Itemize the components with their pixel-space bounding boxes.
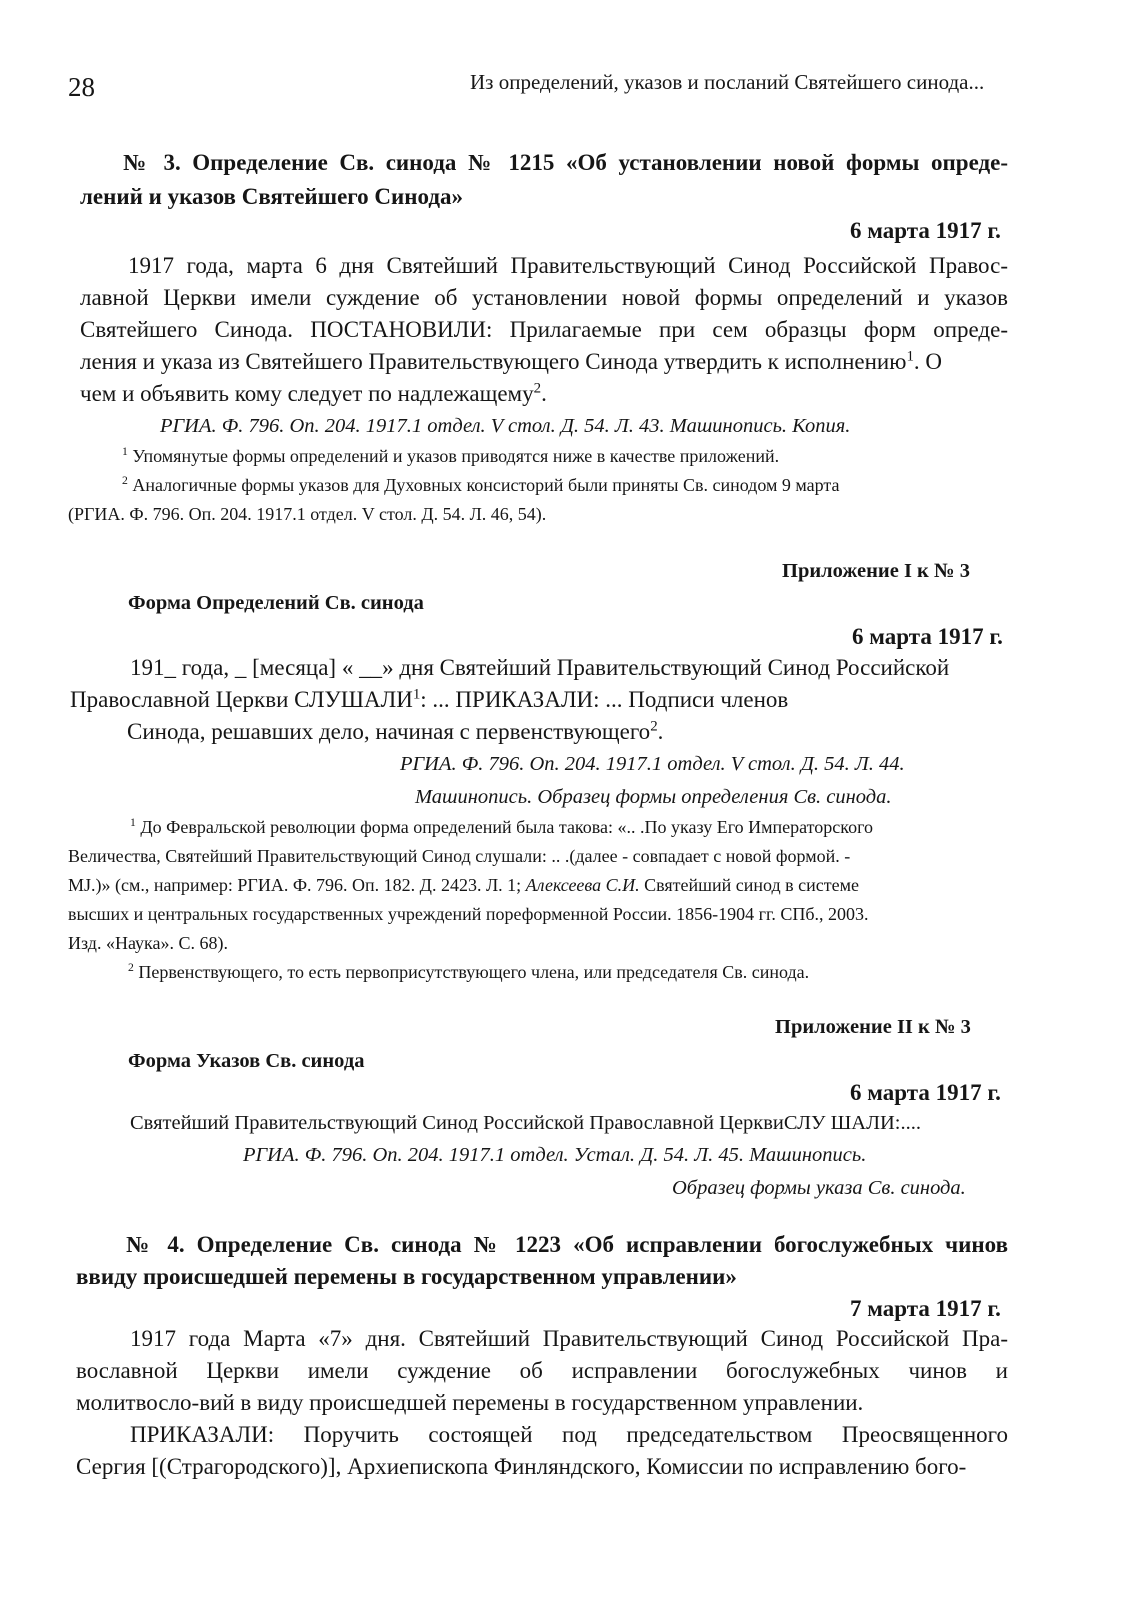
appendix1-footnote-1-cont: MJ.)» (см., например: РГИА. Ф. 796. Оп. 182. Д. 2423. Л. 1; Алексеева С.И. Святейший синод в системе [68, 875, 860, 895]
doc4-title-line2: ввиду происшедшей перемены в государственном управлении» [76, 1264, 737, 1289]
running-title: Из определений, указов и посланий Святейшего синода... [470, 70, 985, 94]
doc4-body-line: вославной Церкви имели суждение об исправлении богослужебных чинов и [76, 1358, 1008, 1383]
appendix2-source-line1: РГИА. Ф. 796. Оп. 204. 1917.1 отдел. Устал. Д. 54. Л. 45. Машинопись. [243, 1144, 867, 1166]
appendix1-date: 6 марта 1917 г. [852, 624, 1003, 649]
appendix1-label: Приложение I к № 3 [782, 560, 970, 582]
appendix2-source-line2: Образец формы указа Св. синода. [672, 1177, 966, 1199]
doc3-footnote-1: $^1$ Упомянутые формы определений и указов приводятся ниже в качестве приложений. [122, 445, 780, 466]
doc3-body-line: чем и объявить кому следует по надлежащему$^2$. [80, 380, 547, 406]
doc4-body-line: молитвосло-вий в виду происшедшей перемены в государственном управлении. [76, 1390, 864, 1415]
page-number: 28 [68, 72, 95, 102]
appendix1-footnote-1: $^1$ До Февральской революции форма определений была такова: «.. .По указу Его Императорского [130, 816, 874, 837]
doc3-body-line: лавной Церкви имели суждение об установлении новой формы определений и указов [80, 285, 1008, 310]
doc4-body-line: 1917 года Марта «7» дня. Святейший Правительствующий Синод Российской Пра- [130, 1326, 1008, 1351]
doc3-footnote-2: $^2$ Аналогичные формы указов для Духовных консисторий были приняты Св. синодом 9 марта [122, 474, 840, 495]
appendix1-source-line1: РГИА. Ф. 796. Оп. 204. 1917.1 отдел. V стол. Д. 54. Л. 44. [400, 753, 905, 775]
appendix1-footnote-1-cont: Изд. «Наука». С. 68). [68, 933, 228, 953]
appendix1-title: Форма Определений Св. синода [128, 592, 424, 614]
appendix1-body-line: 191_ года, _ [месяца] « __» дня Святейший Правительствующий Синод Российской [130, 655, 950, 680]
doc3-source: РГИА. Ф. 796. Оп. 204. 1917.1 отдел. V стол. Д. 54. Л. 43. Машинопись. Копия. [160, 415, 851, 437]
doc3-title-line1: № 3. Определение Св. синода № 1215 «Об установлении новой формы опреде- [123, 150, 1008, 175]
doc4-body-line: Сергия [(Страгородского)], Архиепископа Финляндского, Комиссии по исправлению бого- [76, 1454, 967, 1479]
footnote-marker: 1 [906, 348, 914, 365]
doc4-date: 7 марта 1917 г. [850, 1296, 1001, 1321]
appendix2-date: 6 марта 1917 г. [850, 1080, 1001, 1105]
appendix1-footnote-2: $^2$ Первенствующего, то есть первоприсутствующего члена, или председателя Св. синода. [128, 961, 810, 982]
doc3-body-line: Святейшего Синода. ПОСТАНОВИЛИ: Прилагаемые при сем образцы форм опреде- [80, 317, 1008, 342]
appendix1-footnote-1-cont: высших и центральных государственных учреждений пореформенной России. 1856-1904 гг. СПб., 2003. [68, 904, 869, 924]
doc3-body-line: 1917 года, марта 6 дня Святейший Правительствующий Синод Российской Правос- [128, 253, 1008, 278]
appendix1-source-line2: Машинопись. Образец формы определения Св. синода. [415, 786, 892, 808]
appendix2-label: Приложение II к № 3 [775, 1016, 971, 1038]
appendix2-title: Форма Указов Св. синода [128, 1050, 365, 1072]
doc3-body-line: ления и указа из Святейшего Правительствующего Синода утвердить к исполнению$^1$. О [80, 348, 943, 374]
doc3-footnote-2-cont: (РГИА. Ф. 796. Оп. 204. 1917.1 отдел. V стол. Д. 54. Л. 46, 54). [68, 504, 547, 524]
doc4-title-line1: № 4. Определение Св. синода № 1223 «Об исправлении богослужебных чинов [126, 1232, 1008, 1257]
doc3-title-line2: лений и указов Святейшего Синода» [80, 184, 463, 209]
footnote-marker: 2 [533, 380, 542, 397]
appendix1-body-line: Православной Церкви СЛУШАЛИ$^1$: ... ПРИКАЗАЛИ: ... Подписи членов [70, 686, 789, 712]
appendix1-body-line: Синода, решавших дело, начиная с первенствующего$^2$. [127, 718, 664, 744]
doc4-body-line: ПРИКАЗАЛИ: Поручить состоящей под председательством Преосвященного [130, 1422, 1008, 1447]
appendix1-footnote-1-cont: Величества, Святейший Правительствующий Синод слушали: .. .(далее - совпадает с новой формой. - [68, 846, 851, 866]
appendix2-body: Святейший Правительствующий Синод Российской Православной ЦерквиСЛУ ШАЛИ:.... [130, 1112, 922, 1134]
doc3-date: 6 марта 1917 г. [850, 218, 1001, 243]
